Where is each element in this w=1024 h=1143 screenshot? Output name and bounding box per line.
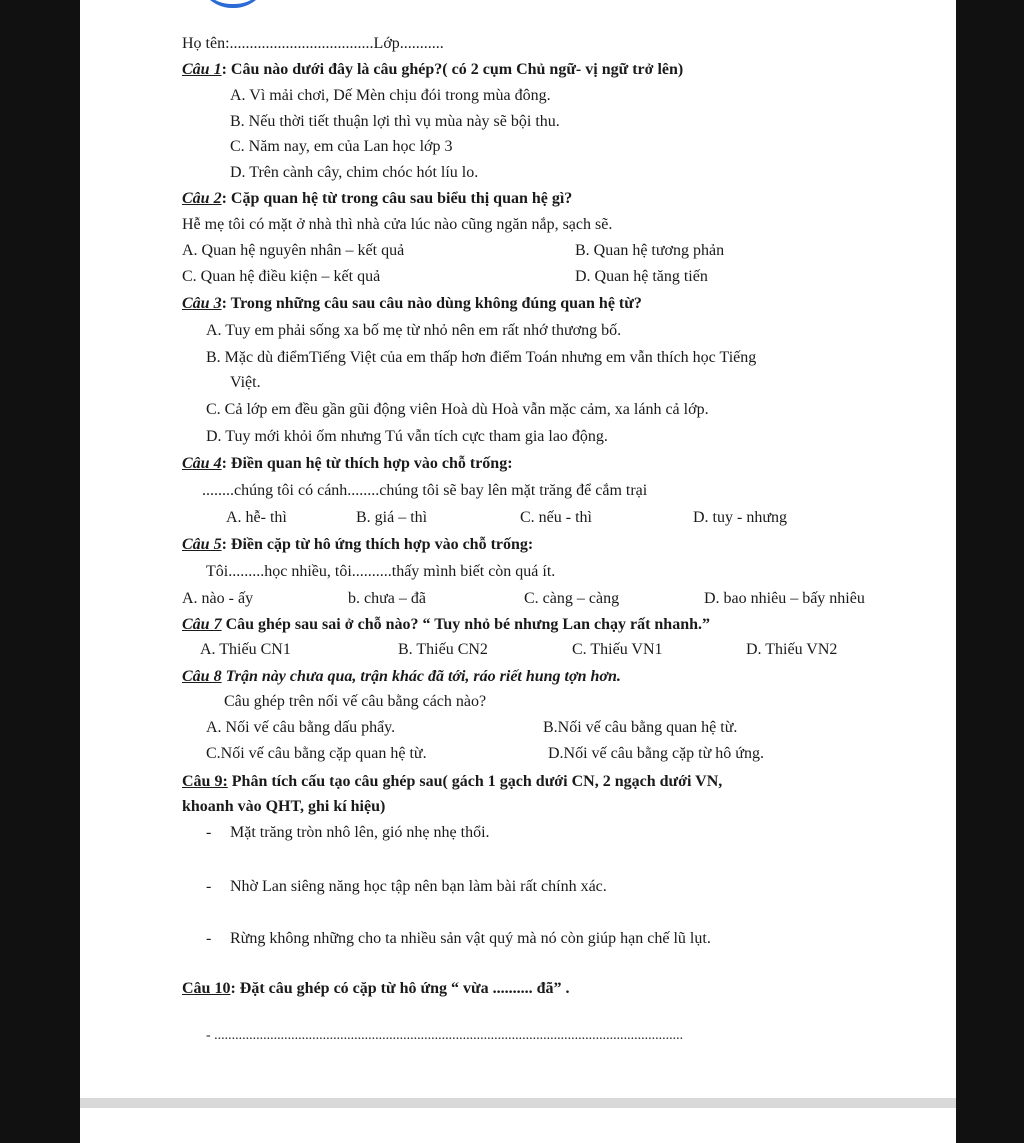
q8-option-d: D.Nối vế câu bằng cặp từ hô ứng.: [548, 745, 764, 762]
q7-option-a: A. Thiếu CN1: [200, 641, 291, 658]
name-class-line: Họ tên:....................................Lớp...........: [182, 35, 444, 52]
q9-item-2: [206, 877, 607, 897]
question-10: [182, 979, 570, 999]
question-3-label: Câu 3: [182, 295, 222, 312]
question-2-text: : Cặp quan hệ từ trong câu sau biểu thị quan hệ gì?: [221, 190, 573, 207]
q7-option-b: B. Thiếu CN2: [398, 641, 488, 658]
question-9-text-cont: khoanh vào QHT, ghi kí hiệu): [182, 798, 386, 815]
q3-option-a: A. Tuy em phải sống xa bố mẹ từ nhỏ nên em rất nhớ thương bố.: [206, 322, 622, 339]
question-2-label: Câu 2: [182, 190, 222, 207]
q3-option-c: C. Cả lớp em đều gần gũi động viên Hoà dù Hoà vẫn mặc cảm, xa lánh cả lớp.: [206, 401, 709, 418]
question-7-text: Câu ghép sau sai ở chỗ nào? “ Tuy nhỏ bé nhưng Lan chạy rất nhanh.”: [221, 616, 710, 633]
q2-option-b: B. Quan hệ tương phản: [575, 242, 725, 259]
question-8-text: Trận này chưa qua, trận khác đã tới, ráo riết hung tợn hơn.: [221, 668, 621, 685]
q4-option-a: A. hễ- thì: [226, 509, 287, 526]
question-5: [182, 535, 533, 555]
question-9: [182, 772, 722, 792]
q8-option-a: A. Nối vế câu bằng dấu phẩy.: [206, 719, 396, 736]
worksheet-page: [80, 0, 956, 1098]
question-7: [182, 615, 710, 635]
question-3-text: : Trong những câu sau câu nào dùng không đúng quan hệ từ?: [221, 295, 642, 312]
q2-option-c: C. Quan hệ điều kiện – kết quả: [182, 268, 381, 285]
question-10-text: : Đặt câu ghép có cặp từ hô ứng “ vừa .......... đã” .: [230, 980, 570, 997]
q5-option-a: A. nào - ấy: [182, 590, 254, 607]
q2-option-d: D. Quan hệ tăng tiến: [575, 268, 708, 285]
q4-option-b: B. giá – thì: [356, 509, 428, 526]
q9-item-1-text: Mặt trăng tròn nhô lên, gió nhẹ nhẹ thổi.: [230, 824, 490, 841]
question-8: [182, 667, 621, 687]
blue-arc-decoration: [198, 0, 268, 8]
q7-option-d: D. Thiếu VN2: [746, 641, 838, 658]
q3-option-d: D. Tuy mới khỏi ốm nhưng Tú vẫn tích cực tham gia lao động.: [206, 428, 608, 445]
question-9-text: Phân tích cấu tạo câu ghép sau( gách 1 gạch dưới CN, 2 ngạch dưới VN,: [227, 773, 723, 790]
q10-answer-line: - ......................................................................................................................................: [206, 1028, 684, 1043]
q8-sentence: Câu ghép trên nối vế câu bằng cách nào?: [224, 693, 487, 710]
q5-option-d: D. bao nhiêu – bấy nhiêu: [704, 590, 865, 607]
q8-option-b: B.Nối vế câu bằng quan hệ từ.: [543, 719, 738, 736]
q4-sentence: ........chúng tôi có cánh........chúng tôi sẽ bay lên mặt trăng để cắm trại: [202, 482, 648, 499]
question-8-label: Câu 8: [182, 668, 222, 685]
q1-option-b: B. Nếu thời tiết thuận lợi thì vụ mùa này sẽ bội thu.: [230, 113, 560, 130]
q2-option-a: A. Quan hệ nguyên nhân – kết quả: [182, 242, 405, 259]
question-5-label: Câu 5: [182, 536, 222, 553]
question-10-label: Câu 10: [182, 980, 231, 997]
next-page: [80, 1108, 956, 1143]
question-4: [182, 454, 513, 474]
question-1-label: Câu 1: [182, 61, 222, 78]
q4-option-d: D. tuy - nhưng: [693, 509, 787, 526]
q3-option-b: B. Mặc dù điểmTiếng Việt của em thấp hơn điểm Toán nhưng em vẫn thích học Tiếng: [206, 349, 757, 366]
question-3: [182, 294, 642, 314]
question-5-text: : Điền cặp từ hô ứng thích hợp vào chỗ trống:: [221, 536, 534, 553]
q9-item-2-text: Nhờ Lan siêng năng học tập nên bạn làm bài rất chính xác.: [230, 878, 607, 895]
question-4-text: : Điền quan hệ từ thích hợp vào chỗ trống:: [221, 455, 513, 472]
q5-sentence: Tôi.........học nhiều, tôi..........thấy mình biết còn quá ít.: [206, 563, 556, 580]
q1-option-a: A. Vì mải chơi, Dế Mèn chịu đói trong mùa đông.: [230, 87, 551, 104]
q7-option-c: C. Thiếu VN1: [572, 641, 663, 658]
question-1: [182, 60, 683, 80]
q3-option-b-cont: Việt.: [230, 374, 261, 391]
question-4-label: Câu 4: [182, 455, 222, 472]
q1-option-d: D. Trên cành cây, chim chóc hót líu lo.: [230, 164, 479, 181]
q9-item-3: [206, 929, 711, 949]
question-9-label: Câu 9:: [182, 773, 228, 790]
q5-option-c: C. càng – càng: [524, 590, 620, 607]
q4-option-c: C. nếu - thì: [520, 509, 592, 526]
q9-bullet: -: [206, 878, 212, 895]
page-gap: [80, 1098, 956, 1108]
q1-option-c: C. Năm nay, em của Lan học lớp 3: [230, 138, 453, 155]
q8-option-c: C.Nối vế câu bằng cặp quan hệ từ.: [206, 745, 427, 762]
q9-item-1: [206, 823, 490, 843]
question-1-text: : Câu nào dưới đây là câu ghép?( có 2 cụm Chủ ngữ- vị ngữ trở lên): [221, 61, 684, 78]
question-2: [182, 189, 572, 209]
q9-item-3-text: Rừng không những cho ta nhiều sản vật quý mà nó còn giúp hạn chế lũ lụt.: [230, 930, 711, 947]
q2-sentence: Hễ mẹ tôi có mặt ở nhà thì nhà cửa lúc nào cũng ngăn nắp, sạch sẽ.: [182, 216, 613, 233]
q9-bullet: -: [206, 930, 212, 947]
question-7-label: Câu 7: [182, 616, 222, 633]
q5-option-b: b. chưa – đã: [348, 590, 426, 607]
q9-bullet: -: [206, 824, 212, 841]
